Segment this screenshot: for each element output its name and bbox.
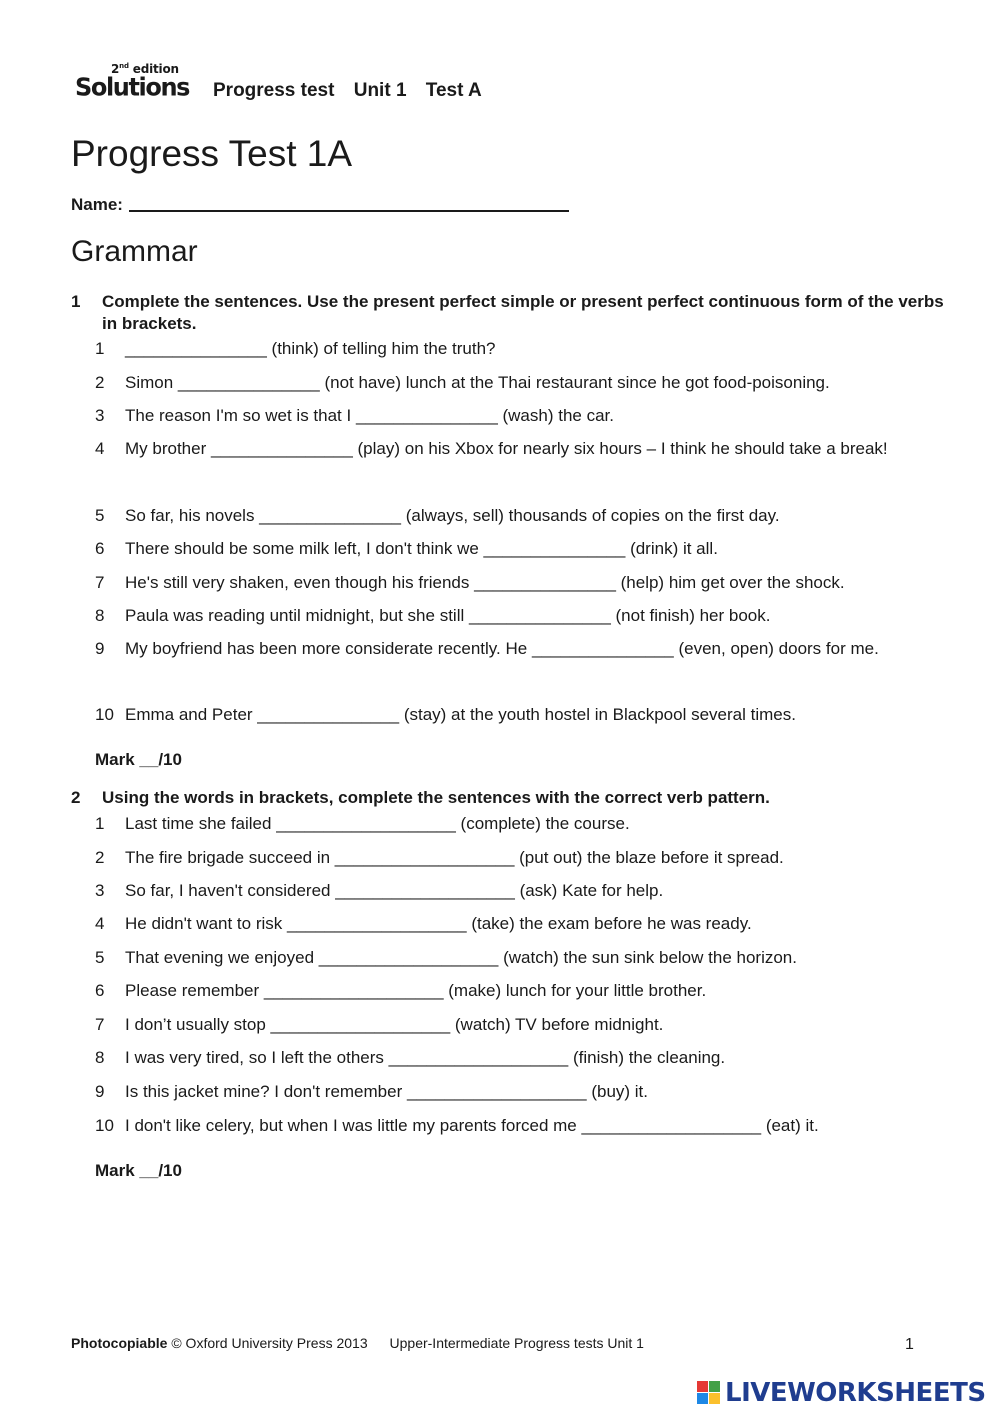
item-number: 9 [95,1082,105,1101]
item-number: 6 [95,539,105,558]
item-text: He's still very shaken, even though his friends _______________ (help) him get over the shock. [125,573,845,592]
exercise-item[interactable] [95,532,718,565]
footer-photocopiable: Photocopiable [71,1335,168,1351]
header-test-label: Test A [425,80,482,101]
task-number: 2 [71,788,81,807]
exercise-item[interactable] [95,1109,819,1142]
page-number: 1 [905,1336,914,1353]
item-number: 1 [95,814,105,833]
item-text: My brother _______________ (play) on his Xbox for nearly six hours – I think he should take a break! [125,439,888,458]
item-number: 1 [95,339,105,358]
item-text: Is this jacket mine? I don't remember ___________________ (buy) it. [125,1082,649,1101]
item-text: Paula was reading until midnight, but she still _______________ (not finish) her book. [125,606,771,625]
exercise-item[interactable] [95,1075,648,1108]
item-text: My boyfriend has been more considerate recently. He _______________ (even, open) doors for me. [125,639,879,658]
exercise-item[interactable] [95,1008,663,1041]
item-text: _______________ (think) of telling him the truth? [125,339,496,358]
liveworksheets-badge-icon [697,1381,721,1405]
item-number: 7 [95,573,105,592]
item-number: 4 [95,439,105,458]
item-number: 3 [95,406,105,425]
item-text: I don’t usually stop ___________________ (watch) TV before midnight. [125,1015,664,1034]
exercise-item[interactable] [95,874,663,907]
item-number: 10 [95,705,114,724]
item-number: 6 [95,981,105,1000]
item-text: Simon _______________ (not have) lunch at the Thai restaurant since he got food-poisoning. [125,373,830,392]
logo-wordmark: Solutions [75,72,190,102]
task-instruction-text: Using the words in brackets, complete the sentences with the correct verb pattern. [102,788,770,807]
name-field-row [71,195,569,215]
item-text: Please remember ___________________ (make) lunch for your little brother. [125,981,707,1000]
task-number: 1 [71,292,81,311]
exercise-item[interactable] [95,941,797,974]
exercise-item[interactable] [95,807,630,840]
header-progress-label: Progress test [213,80,335,101]
header-unit-label: Unit 1 [353,80,407,101]
item-text: That evening we enjoyed ___________________ (watch) the sun sink below the horizon. [125,948,797,967]
section-title-grammar: Grammar [71,235,198,268]
exercise-item[interactable] [95,599,770,632]
item-number: 2 [95,373,105,392]
header-test-info [213,80,496,102]
item-number: 7 [95,1015,105,1034]
liveworksheets-watermark [697,1378,986,1408]
item-number: 4 [95,914,105,933]
item-number: 5 [95,506,105,525]
item-number: 5 [95,948,105,967]
name-input-line[interactable] [129,196,569,212]
item-text: So far, I haven't considered ___________________ (ask) Kate for help. [125,881,664,900]
item-text: He didn't want to risk ___________________ (take) the exam before he was ready. [125,914,752,933]
name-label: Name: [71,195,123,214]
item-text: The fire brigade succeed in ___________________ (put out) the blaze before it spread. [125,848,784,867]
item-text: Emma and Peter _______________ (stay) at the youth hostel in Blackpool several times. [125,705,796,724]
logo-edition: 2nd edition [111,62,179,76]
exercise-item[interactable] [95,432,925,465]
item-text: I was very tired, so I left the others ___________________ (finish) the cleaning. [125,1048,726,1067]
item-text: The reason I'm so wet is that I _______________ (wash) the car. [125,406,614,425]
exercise-item[interactable] [95,566,845,599]
task-1-mark: Mark __/10 [95,750,182,769]
task-2-mark: Mark __/10 [95,1161,182,1180]
exercise-item[interactable] [95,499,780,532]
item-text: There should be some milk left, I don't think we _______________ (drink) it all. [125,539,718,558]
exercise-item[interactable] [95,974,706,1007]
exercise-item[interactable] [95,698,796,731]
exercise-item[interactable] [95,632,925,665]
liveworksheets-text: LIVEWORKSHEETS [725,1378,986,1408]
item-number: 3 [95,881,105,900]
exercise-item[interactable] [95,399,614,432]
item-text: I don't like celery, but when I was little my parents forced me ___________________ (eat) it. [125,1116,819,1135]
exercise-item[interactable] [95,366,830,399]
exercise-item[interactable] [95,907,752,940]
exercise-item[interactable] [95,1041,725,1074]
item-number: 2 [95,848,105,867]
exercise-item[interactable] [95,332,495,365]
item-number: 9 [95,639,105,658]
item-number: 8 [95,606,105,625]
item-text: Last time she failed ___________________ (complete) the course. [125,814,630,833]
item-number: 10 [95,1116,114,1135]
page-footer [71,1335,644,1351]
page-title: Progress Test 1A [71,133,353,174]
exercise-item[interactable] [95,841,784,874]
footer-copyright: © Oxford University Press 2013 [171,1335,368,1351]
item-number: 8 [95,1048,105,1067]
item-text: So far, his novels _______________ (always, sell) thousands of copies on the first day. [125,506,780,525]
footer-course: Upper-Intermediate Progress tests Unit 1 [389,1335,644,1351]
task-instruction-text: Complete the sentences. Use the present perfect simple or present perfect continuous form of the verbs in brackets. [102,292,944,333]
